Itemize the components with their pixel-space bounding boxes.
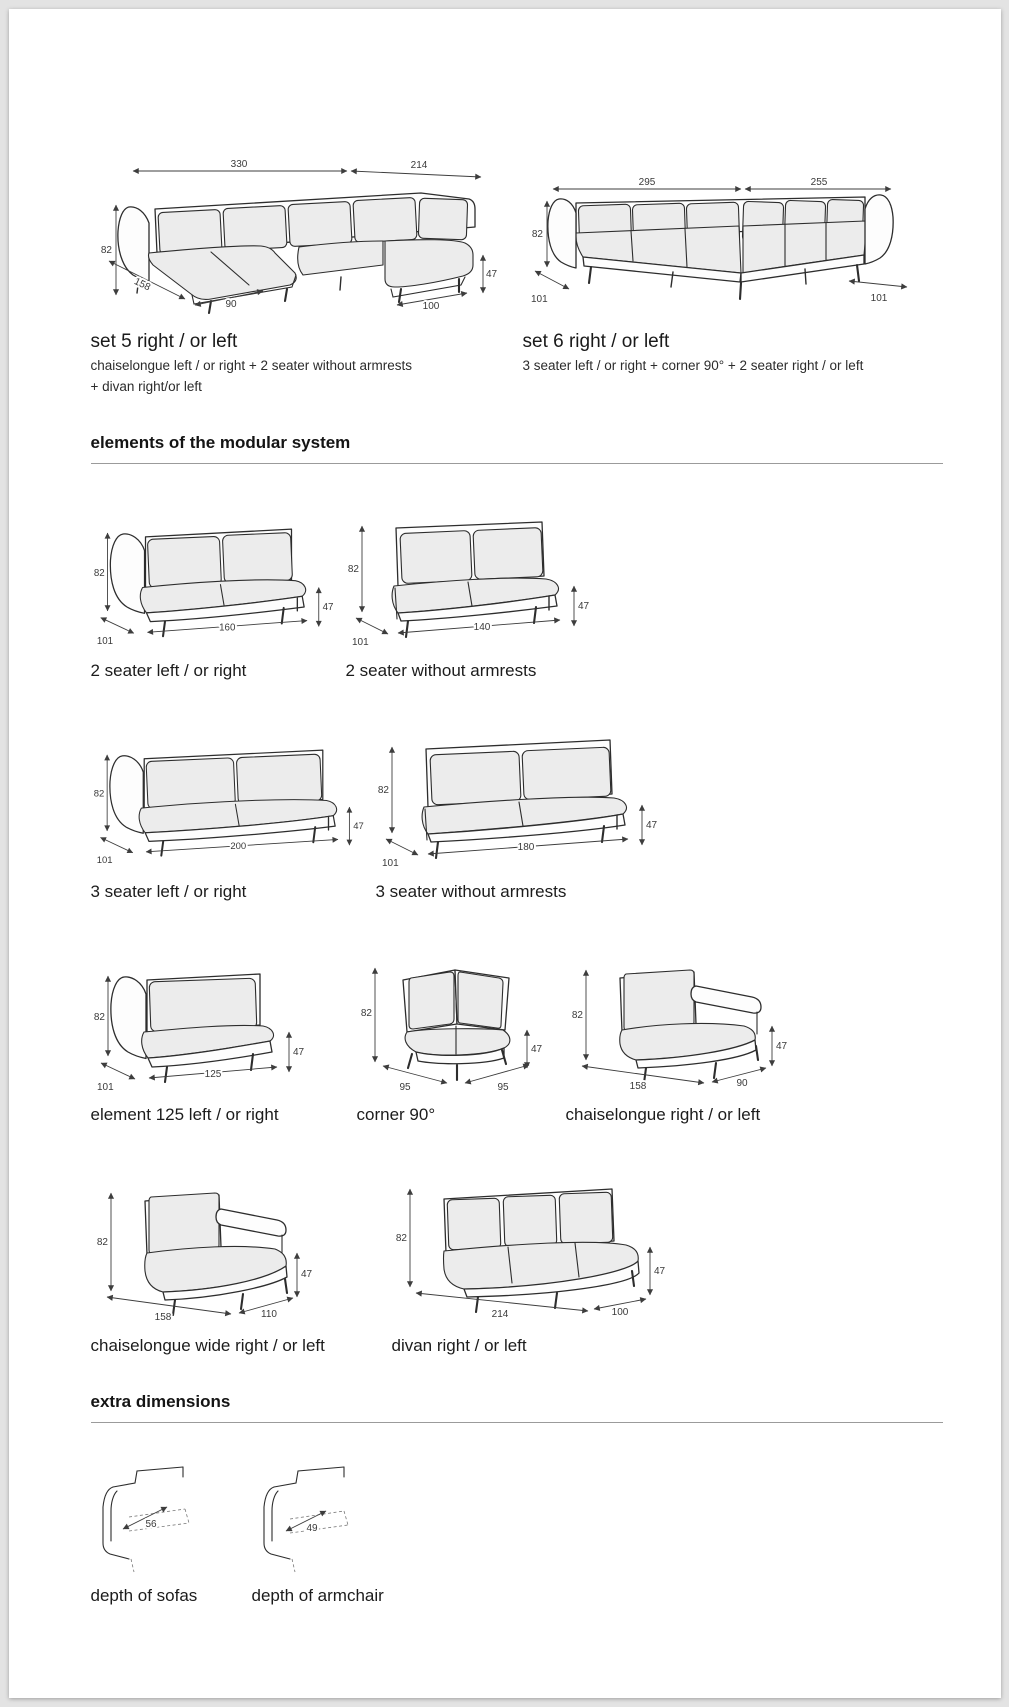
dim-height: 82 [93,1012,105,1024]
element-row-2 [91,713,943,902]
dim-set5-top-right: 214 [410,160,427,171]
dim-height: 82 [360,1008,372,1020]
dim-width: 140 [473,622,490,634]
document-page [9,9,1001,1698]
dim-set5-height: 82 [100,245,112,256]
sofa-drawing [392,522,558,637]
element-2seater-arm [91,492,346,681]
element-label: chaiselongue right / or left [565,1105,761,1125]
3seater-arm-diagram [91,713,376,869]
element-row-1 [91,492,943,681]
set5-title: set 5 right / or left [90,331,238,352]
dim-width: 110 [260,1309,277,1321]
dim-seat-height: 47 [653,1266,665,1278]
dim-width: 160 [218,622,235,634]
sets-row [91,149,943,397]
dim-height: 82 [347,564,359,576]
element-row-4 [91,1157,943,1356]
dim-seat-height: 47 [352,821,364,833]
sofa-drawing [110,529,305,636]
element-2seater-noarm [346,492,598,681]
dim-width: 214 [491,1309,508,1321]
element-label: divan right / or left [391,1336,527,1356]
dim-seat-height: 47 [775,1041,787,1053]
element-label: 3 seater without armrests [375,882,567,902]
dim-depth: 101 [381,858,399,870]
dim-width: 125 [204,1069,221,1081]
element-label: 3 seater left / or right [90,882,247,902]
dim-depth: 101 [351,637,369,649]
chaiselongue-diagram [566,934,790,1092]
element-corner [357,934,566,1125]
sofa-drawing [547,195,892,299]
dim-width: 180 [517,842,534,854]
dim-set6-depth-right: 101 [870,293,887,304]
dim-seat-height: 47 [530,1044,542,1056]
depth-of-armchair-diagram [252,1451,382,1573]
dim-height: 82 [93,788,104,800]
dim-depth: 101 [96,1082,114,1093]
dim-seat-height: 47 [322,602,333,614]
2seater-noarm-diagram [346,492,598,648]
element-label: 2 seater without armrests [345,661,537,681]
element-label: chaiselongue wide right / or left [90,1336,325,1356]
element-3seater-noarm [376,713,666,902]
divider [91,463,943,464]
dim-seat-depth: 49 [305,1523,318,1535]
element-chaiselongue-wide [91,1157,392,1356]
divider [91,1422,943,1423]
2seater-arm-diagram [91,492,346,648]
dim-depth: 101 [96,855,113,867]
set5-diagram [91,153,501,315]
dim-height: 82 [571,1010,583,1022]
dim-height: 82 [395,1233,407,1245]
dim-width: 200 [229,841,246,853]
dim-height: 82 [93,567,105,579]
sofa-drawing [403,970,510,1080]
sofa-drawing [422,740,626,858]
element-label: element 125 left / or right [90,1105,279,1125]
dimension-lines [123,1507,167,1530]
dim-set6-top-left: 295 [638,177,655,188]
set5-subtitle-line1: chaiselongue left / or right + 2 seater without armrests [90,358,413,373]
set6-title: set 6 right / or left [522,331,670,352]
dim-seat-height: 47 [577,601,589,613]
dim-set5-divan-depth: 100 [422,301,439,312]
element-row-3 [91,934,943,1125]
set6-block [523,149,923,397]
dim-set6-height: 82 [531,229,543,240]
sofa-drawing [264,1467,348,1572]
dimension-lines [286,1511,326,1534]
element-label: 2 seater left / or right [90,661,247,681]
set5-subtitle-line2: + divan right/or left [90,378,202,394]
sofa-drawing [144,1193,286,1315]
divan-diagram [392,1157,670,1323]
dim-length: 158 [629,1081,646,1093]
element-label: depth of sofas [90,1586,198,1606]
dim-height: 82 [377,785,389,797]
extra-depth-armchair [252,1451,384,1606]
extra-depth-sofas [91,1451,252,1606]
element-chaiselongue [566,934,790,1125]
dim-height: 82 [96,1237,108,1249]
section-heading-modular: elements of the modular system [90,433,351,453]
3seater-noarm-diagram [376,713,666,869]
dim-width: 90 [735,1078,748,1090]
corner-diagram [357,934,549,1092]
dim-set6-depth-left: 101 [530,294,548,305]
dim-side-b: 95 [496,1082,509,1093]
dim-seat-height: 47 [645,820,657,832]
set5-block [91,149,523,397]
dim-set5-top-left: 330 [230,159,247,170]
extra-row [91,1451,943,1606]
dim-side-a: 95 [398,1082,411,1093]
dim-seat-depth: 56 [144,1519,157,1531]
dim-length: 158 [154,1312,171,1324]
set6-diagram [523,169,923,315]
dim-set5-chaise-length: 158 [131,276,152,294]
element-label: depth of armchair [251,1586,384,1606]
element-label: corner 90° [356,1105,436,1125]
section-heading-extra: extra dimensions [90,1392,231,1412]
dim-seat-height: 47 [300,1269,312,1281]
element-125-diagram [91,936,319,1092]
dim-set5-seat-height: 47 [485,269,497,280]
element-3seater-arm [91,713,376,902]
chaiselongue-wide-diagram [91,1159,315,1323]
sofa-drawing [443,1189,639,1312]
sofa-drawing [110,974,273,1082]
dim-set6-top-right: 255 [810,177,827,188]
sofa-drawing [117,193,474,313]
element-125 [91,934,357,1125]
element-divan [392,1157,670,1356]
dim-depth: 100 [611,1307,628,1319]
depth-of-sofas-diagram [91,1451,221,1573]
dim-depth: 101 [96,636,113,648]
dim-seat-height: 47 [292,1047,304,1059]
sofa-drawing [619,970,760,1083]
dim-set5-chaise-width: 90 [224,299,237,310]
sofa-drawing [109,750,336,855]
set6-subtitle-line1: 3 seater left / or right + corner 90° + 2 seater right / or left [522,358,864,373]
